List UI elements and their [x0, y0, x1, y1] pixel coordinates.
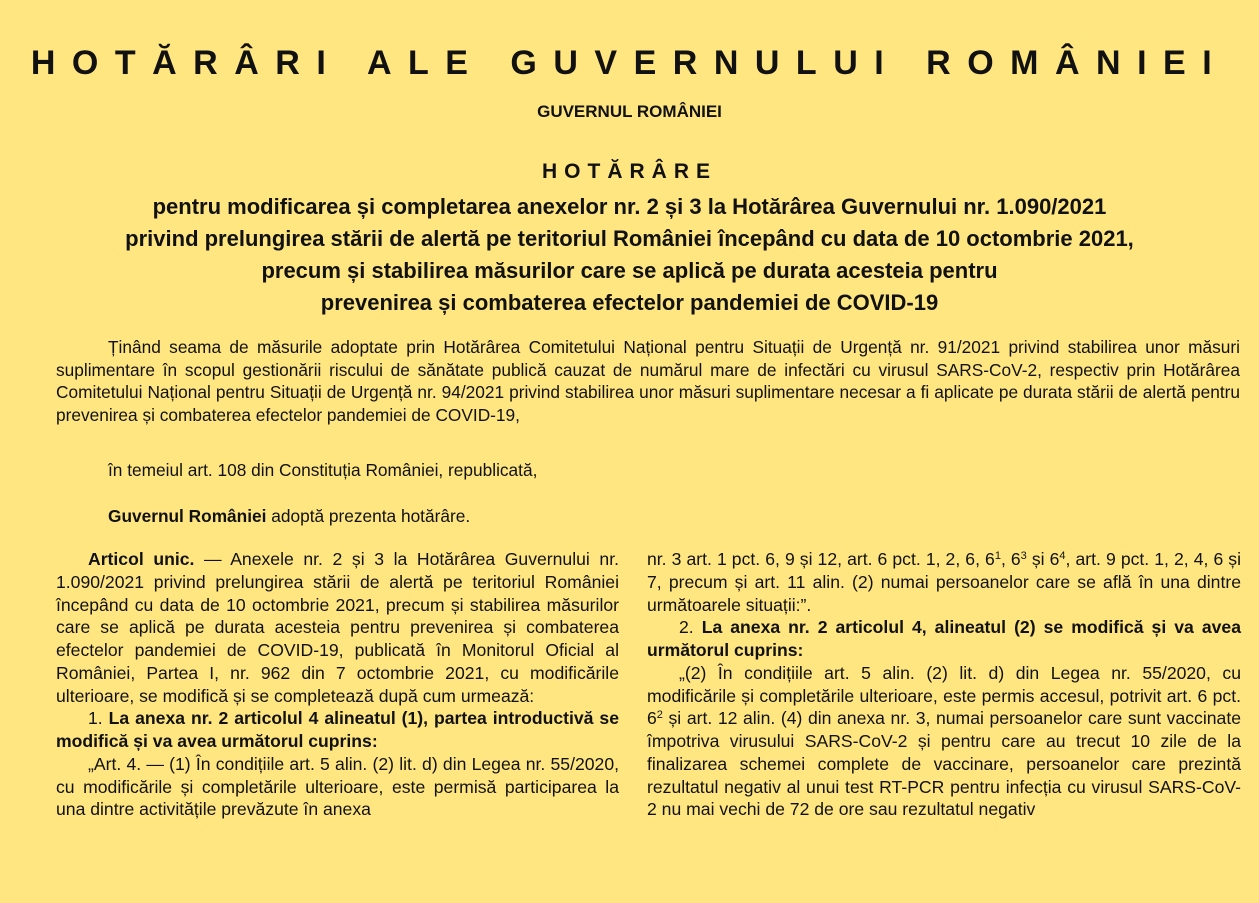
article-label: Articol unic. — [88, 549, 195, 569]
preamble — [56, 336, 1240, 426]
point-1-text-part1: „Art. 4. — (1) În condițiile art. 5 alin. (2) lit. d) din Legea nr. 55/2020, cu modificările și completările ulterioare, este permisă participarea la una dintre activitățile prevăzute în anexa — [56, 753, 619, 820]
article-intro-paragraph — [56, 548, 619, 707]
point-1-text-a: nr. 3 art. 1 pct. 6, 9 și 12, art. 6 pct. 1, 2, 6, 6 — [647, 549, 995, 569]
point-2-heading — [647, 616, 1241, 662]
point-1-title: La anexa nr. 2 articolul 4 alineatul (1), partea introductivă se modifică și va avea următorul cuprins: — [56, 708, 619, 751]
point-2-number: 2. — [679, 617, 702, 638]
preamble-considering-paragraph: Ținând seama de măsurile adoptate prin Hotărârea Comitetului Național pentru Situații de Urgență nr. 91/2021 privind stabilirea unor măsuri suplimentare în scopul gestionării riscului de sănătate publică cauzat de numărul mare de infectări cu virusul SARS-CoV-2, respectiv prin Hotărârea Comitetului Național pentru Situații de Urgență nr. 94/2021 privind stabilirea unor măsuri suplimentare necesar a fi aplicate pe durata stării de alertă pentru prevenirea și combaterea efectelor pandemiei de COVID-19, — [56, 337, 1240, 425]
point-2-text-b: și art. 12 alin. (4) din anexa nr. 3, numai persoanelor care sunt vaccinate împotriva virusului SARS-CoV-2 și pentru care au trecut 10 zile de la finalizarea schemei complete de vaccinare, persoanelor care prezintă rezultatul negativ al unui test RT-PCR pentru infecția cu virusul SARS-CoV-2 nu mai vechi de 72 de ore sau rezultatul negativ — [647, 708, 1241, 820]
issuer-name: GUVERNUL ROMÂNIEI — [537, 102, 722, 121]
right-column — [647, 548, 1241, 821]
adoption-statement — [108, 506, 470, 527]
adoption-subject: Guvernul României — [108, 506, 267, 526]
point-2-text — [647, 662, 1241, 821]
point-1-heading — [56, 707, 619, 753]
point-1-text-b: , 6 — [1000, 549, 1021, 569]
preamble-legal-basis: în temeiul art. 108 din Constituția României, republicată, — [108, 460, 538, 480]
point-2-title: La anexa nr. 2 articolul 4, alineatul (2) se modifică și va avea următorul cuprins: — [647, 617, 1241, 660]
superscript: 2 — [656, 709, 663, 722]
subject-line: precum și stabilirea măsurilor care se aplică pe durata acesteia pentru — [261, 258, 998, 283]
subject-line: privind prelungirea stării de alertă pe teritoriul României începând cu data de 10 octombrie 2021, — [125, 226, 1134, 251]
subject-line: pentru modificarea și completarea anexelor nr. 2 și 3 la Hotărârea Guvernului nr. 1.090/2021 — [152, 194, 1107, 219]
superscript: 1 — [994, 550, 1001, 562]
point-1-text-part2 — [647, 548, 1241, 616]
superscript: 4 — [1059, 550, 1066, 562]
point-1-text-d: , art. 9 pct. 1, 2, 4, 6 și 7, precum și art. 11 alin. (2) numai persoanelor care se află în una dintre următoarele situații:”. — [647, 549, 1241, 615]
document-subject — [40, 191, 1219, 319]
subject-line: prevenirea și combaterea efectelor pandemiei de COVID-19 — [320, 290, 939, 315]
document-type-heading: HOTĂRÂRE — [542, 160, 717, 183]
point-1-text-c: și 6 — [1026, 549, 1060, 569]
point-1-number: 1. — [88, 708, 109, 729]
gazette-section-title: HOTĂRÂRI ALE GUVERNULUI ROMÂNIEI — [30, 44, 1229, 82]
left-column — [56, 548, 619, 821]
adoption-text: adoptă prezenta hotărâre. — [266, 506, 471, 526]
superscript: 3 — [1020, 550, 1027, 562]
point-2-text-a: „(2) În condițiile art. 5 alin. (2) lit. d) din Legea nr. 55/2020, cu modificările și completările ulterioare, este permis accesul, potrivit art. 6 pct. 6 — [647, 662, 1241, 729]
article-intro-text: — Anexele nr. 2 și 3 la Hotărârea Guvernului nr. 1.090/2021 privind prelungirea stării de alertă pe teritoriul României începând cu data de 10 octombrie 2021, precum și stabilirea măsurilor care se aplică pe durata acesteia pentru prevenirea și combaterea efectelor pandemiei de COVID-19, publicată în Monitorul Oficial al României, Partea I, nr. 962 din 7 octombrie 2021, cu modificările ulterioare, se modifică și se completează după cum urmează: — [56, 549, 619, 706]
